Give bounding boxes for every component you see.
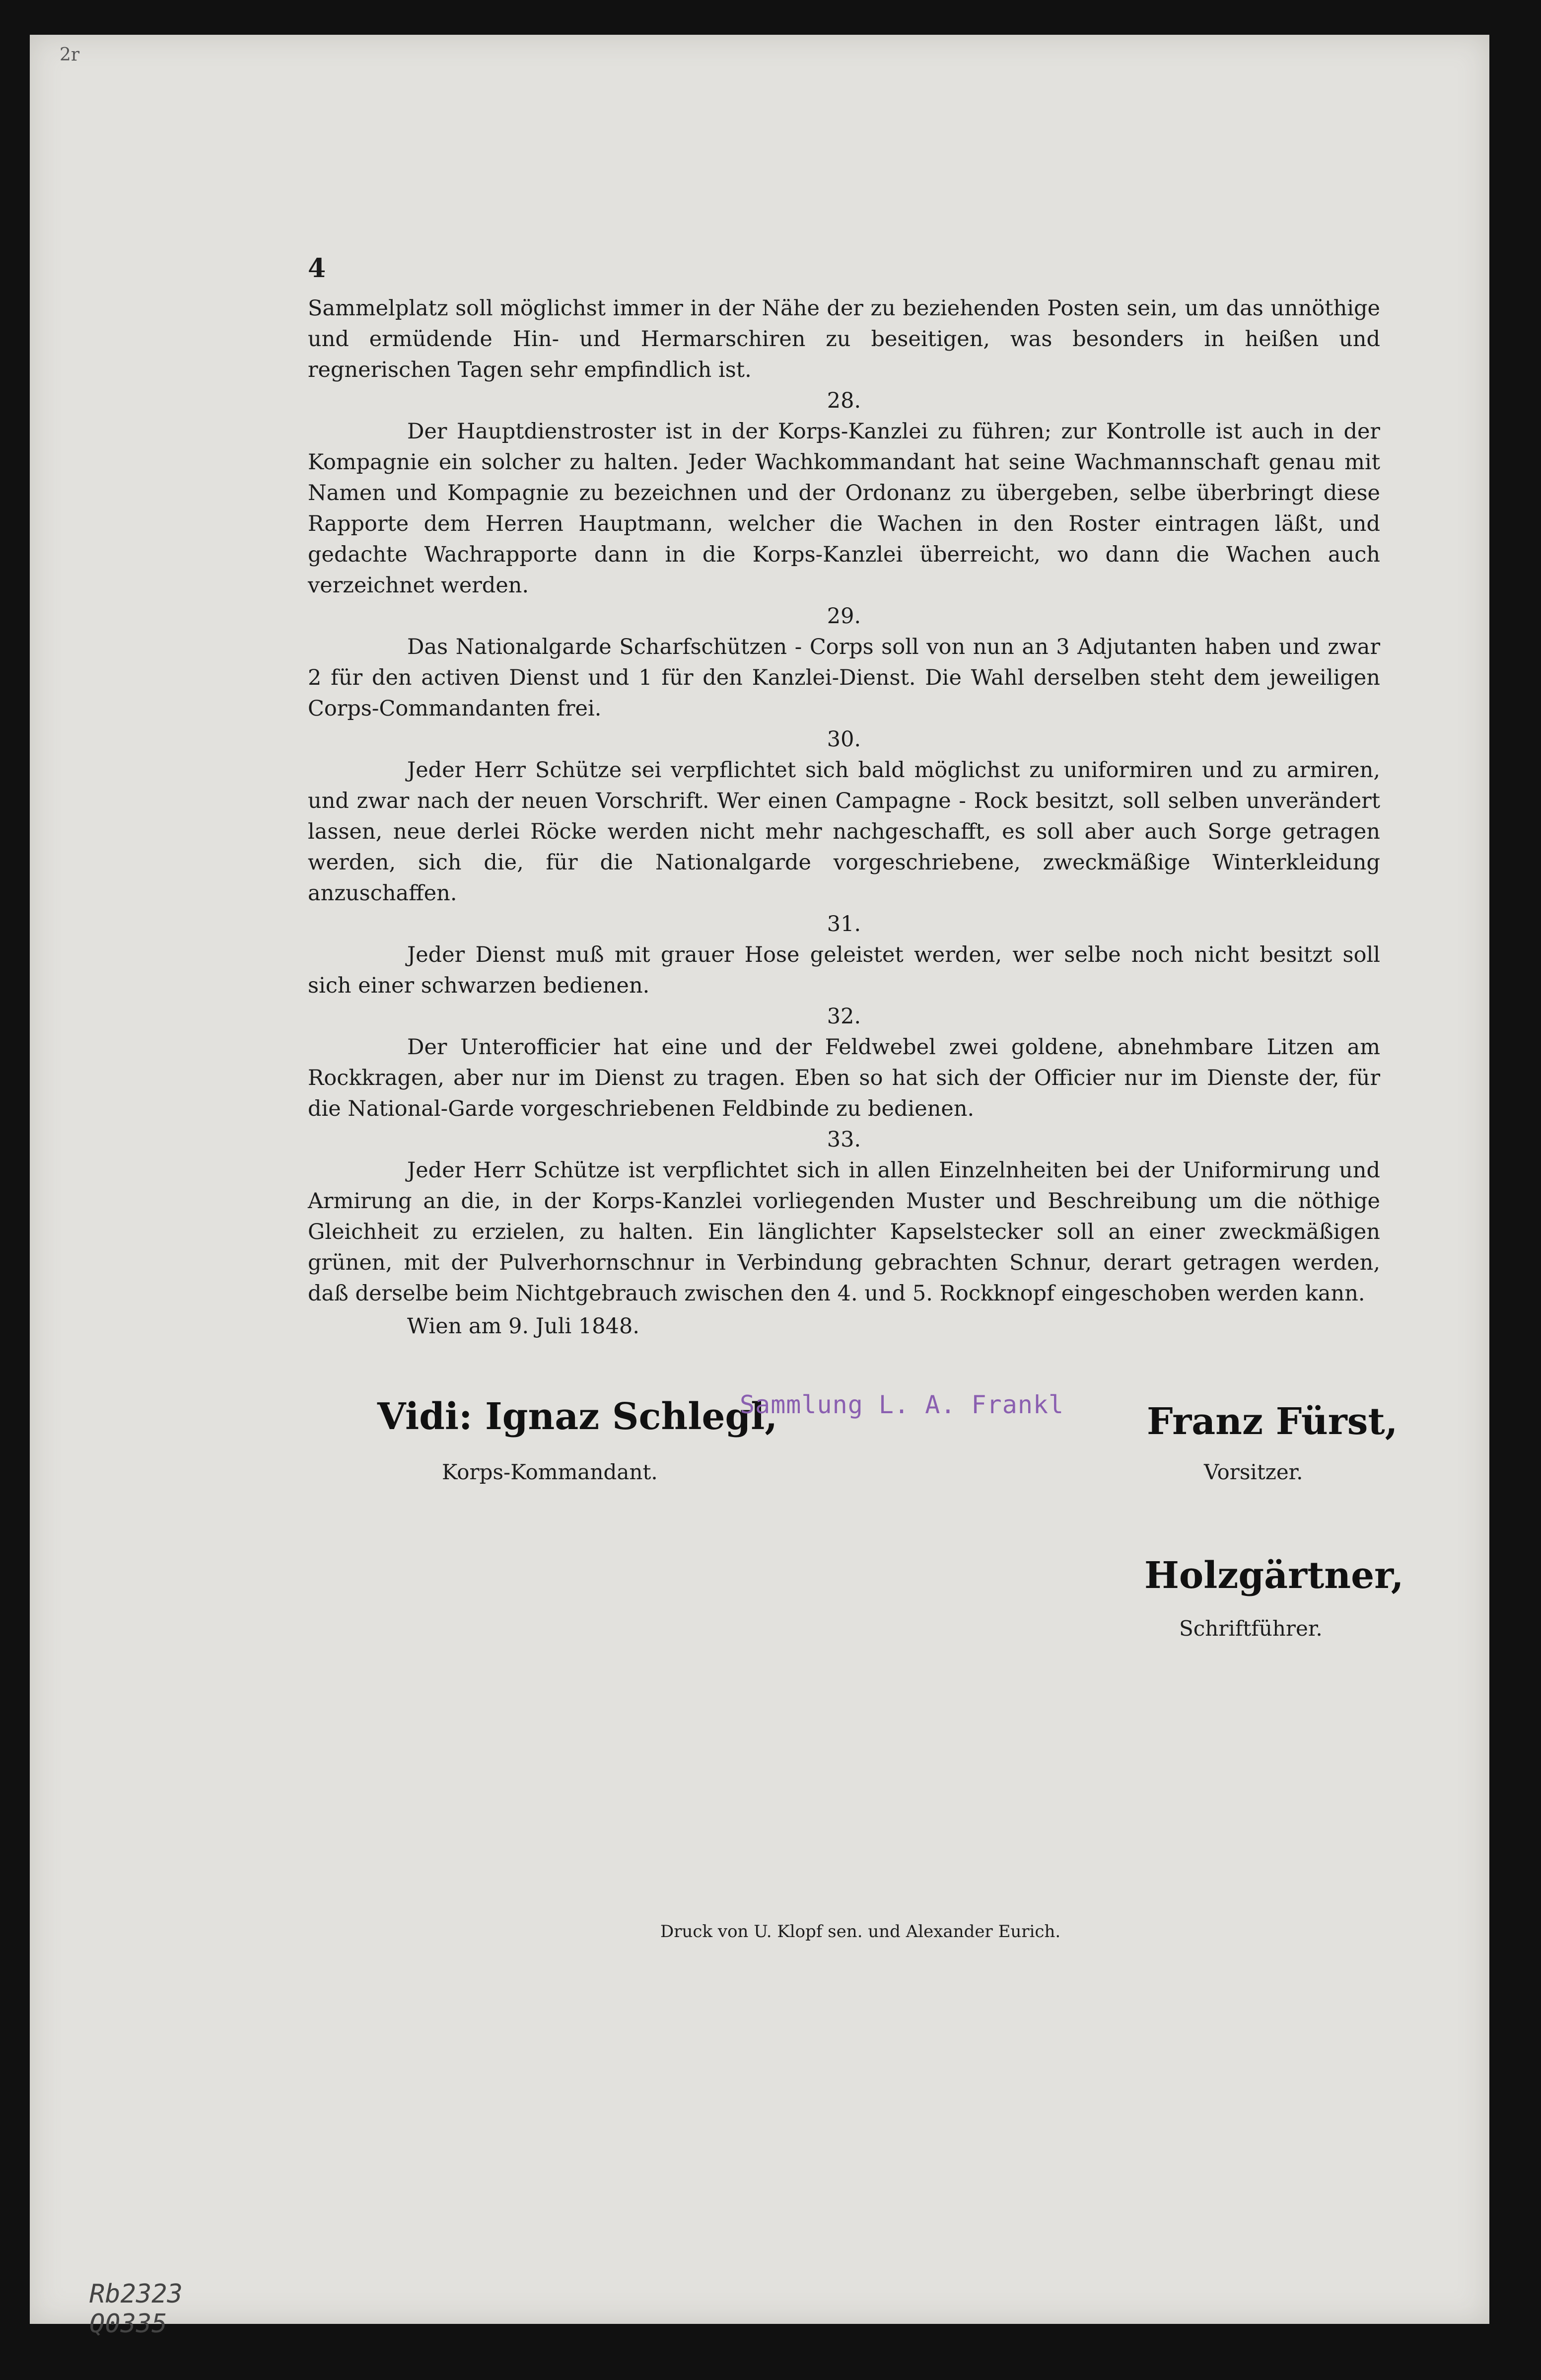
printer-imprint: Druck von U. Klopf sen. und Alexander Eurich. — [660, 1922, 1061, 1942]
section-text-32: Der Unterofficier hat eine und der Feldwebel zwei goldene, abnehmbare Litzen am Rockkragen, aber nur im Dienst zu tragen. Eben so hat sich der Officier nur im Dienste der, für die National-Garde vorgeschriebenen Feldbinde zu bedienen. — [308, 1035, 1380, 1121]
section-number-30: 30. — [827, 727, 861, 752]
section-number-33: 33. — [827, 1127, 861, 1152]
signature-furst: Franz Fürst, — [1147, 1400, 1398, 1443]
section-number-31: 31. — [827, 912, 861, 937]
signature-schlegl: Vidi: Ignaz Schlegl, — [377, 1395, 778, 1438]
document-page — [30, 35, 1489, 2339]
corner-note: 2r — [60, 45, 80, 65]
section-number-29: 29. — [827, 604, 861, 629]
intro-paragraph: Sammelplatz soll möglichst immer in der Nähe der zu beziehenden Posten sein, um das unnöthige und ermüdende Hin- und Hermarschiren zu beseitigen, was besonders in heißen und regnerischen Tagen sehr empfindlich ist. — [308, 296, 1380, 382]
document-body — [308, 293, 1380, 1342]
signature-furst-role: Vorsitzer. — [1204, 1460, 1303, 1484]
section-text-29: Das Nationalgarde Scharfschützen - Corps soll von nun an 3 Adjutanten haben und zwar 2 für den activen Dienst und 1 für den Kanzlei-Dienst. Die Wahl derselben steht dem jeweiligen Corps-Commandanten frei. — [308, 635, 1380, 721]
section-text-28: Der Hauptdienstroster ist in der Korps-Kanzlei zu führen; zur Kontrolle ist auch in der Kompagnie ein solcher zu halten. Jeder Wachkommandant hat seine Wachmannschaft genau mit Namen und Kompagnie zu bezeichnen und der Ordonanz zu übergeben, selbe überbringt diese Rapporte dem Herren Hauptmann, welcher die Wachen in den Roster eintragen läßt, und gedachte Wachrapporte dann in die Korps-Kanzlei überreicht, wo dann die Wachen auch verzeichnet werden. — [308, 419, 1380, 598]
section-text-30: Jeder Herr Schütze sei verpflichtet sich bald möglichst zu uniformiren und zu armiren, und zwar nach der neuen Vorschrift. Wer einen Campagne - Rock besitzt, soll selben unverändert lassen, neue derlei Röcke werden nicht mehr nachgeschafft, es soll aber auch Sorge getragen werden, sich die, für die Nationalgarde vorgeschriebene, zweckmäßige Winterkleidung anzuschaffen. — [308, 758, 1380, 906]
section-text-33: Jeder Herr Schütze ist verpflichtet sich in allen Einzelnheiten bei der Uniformirung und Armirung an die, in der Korps-Kanzlei vorliegenden Muster und Beschreibung um die nöthige Gleichheit zu erzielen, zu halten. Ein länglichter Kapselstecker soll an einer zweckmäßigen grünen, mit der Pulverhornschnur in Verbindung gebrachten Schnur, derart getragen werden, daß derselbe beim Nichtgebrauch zwischen den 4. und 5. Rockknopf eingeschoben werden kann. — [308, 1158, 1380, 1306]
section-number-32: 32. — [827, 1004, 861, 1029]
collection-stamp: Sammlung L. A. Frankl — [740, 1390, 1064, 1419]
archive-mark: Q0335 — [89, 2309, 167, 2339]
signature-holzgartner: Holzgärtner, — [1144, 1554, 1404, 1597]
page-number: 4 — [308, 253, 326, 284]
section-number-28: 28. — [827, 388, 861, 413]
date-line: Wien am 9. Juli 1848. — [407, 1314, 639, 1339]
archive-mark: Rb2323 — [89, 2279, 183, 2309]
signature-schlegl-role: Korps-Kommandant. — [442, 1460, 658, 1484]
signature-holzgartner-role: Schriftführer. — [1179, 1616, 1323, 1641]
section-text-31: Jeder Dienst muß mit grauer Hose geleistet werden, wer selbe noch nicht besitzt soll sich einer schwarzen bedienen. — [308, 942, 1380, 998]
archive-marks — [89, 2279, 183, 2339]
